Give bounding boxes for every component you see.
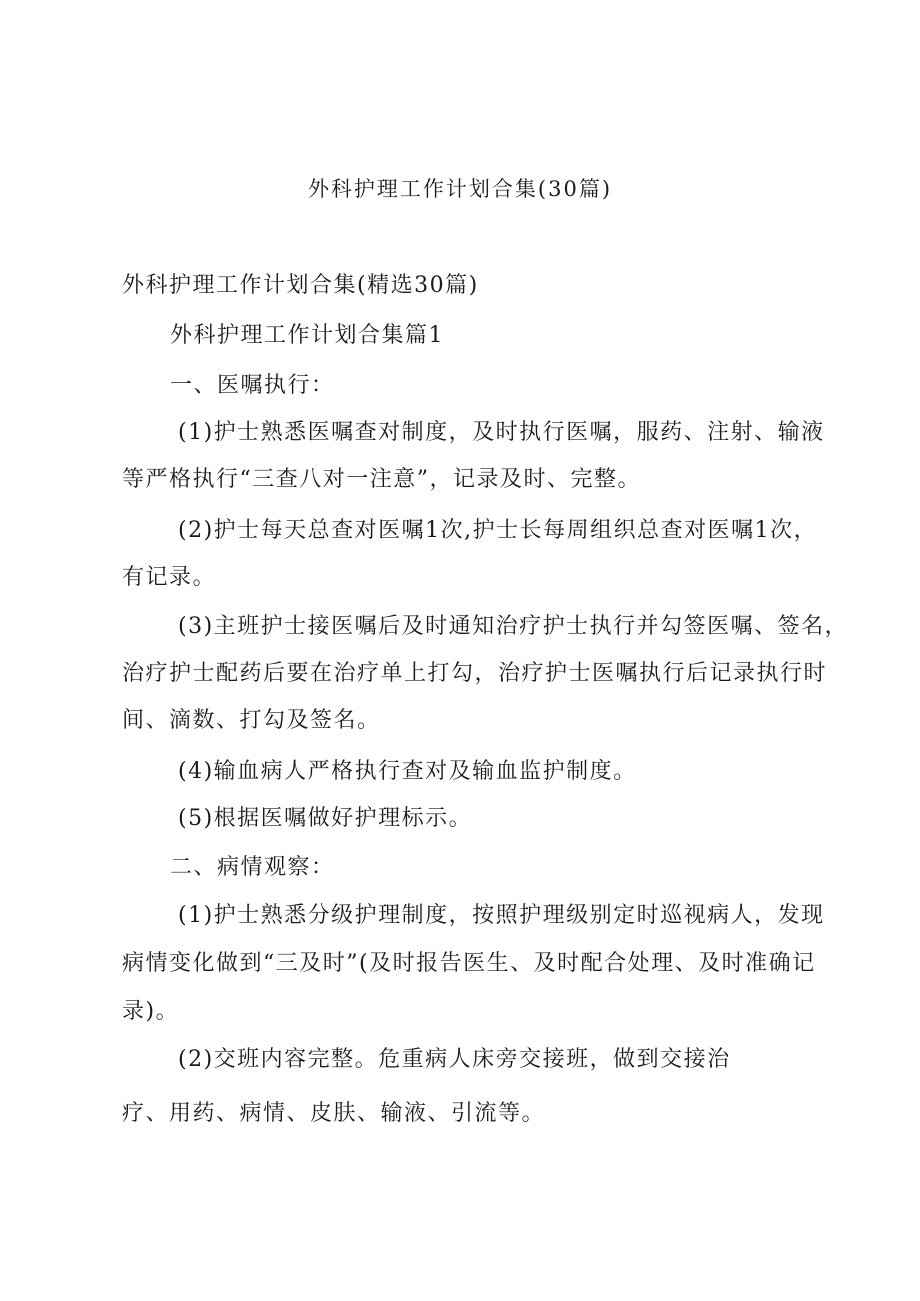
paragraph-line: 治疗护士配药后要在治疗单上打勾，治疗护士医嘱执行后记录执行时 — [122, 661, 828, 686]
section-heading: 外科护理工作计划合集篇1 — [170, 323, 444, 348]
part1-heading: 一、医嘱执行： — [170, 373, 335, 398]
paragraph-line: 录)。 — [122, 999, 180, 1024]
document-subtitle: 外科护理工作计划合集(精选30篇) — [122, 273, 479, 298]
paragraph-line: (2)交班内容完整。危重病人床旁交接班，做到交接治 — [178, 1047, 731, 1072]
paragraph-line: (1)护士熟悉医嘱查对制度，及时执行医嘱，服药、注射、输液 — [178, 420, 825, 445]
paragraph-line: 病情变化做到“三及时”(及时报告医生、及时配合处理、及时准确记 — [122, 951, 816, 976]
paragraph-line: (1)护士熟悉分级护理制度，按照护理级别定时巡视病人，发现 — [178, 903, 825, 928]
paragraph-line: 等严格执行“三查八对一注意”，记录及时、完整。 — [122, 467, 641, 492]
document-title: 外科护理工作计划合集(30篇) — [307, 177, 613, 201]
paragraph-line: (4)输血病人严格执行查对及输血监护制度。 — [178, 759, 637, 784]
paragraph-line: 间、滴数、打勾及签名。 — [122, 708, 381, 733]
paragraph-line: 有记录。 — [122, 565, 217, 590]
paragraph-line: (5)根据医嘱做好护理标示。 — [178, 806, 473, 831]
paragraph-line: (3)主班护士接医嘱后及时通知治疗护士执行并勾签医嘱、签名， — [178, 614, 849, 639]
paragraph-line: 疗、用药、病情、皮肤、输液、引流等。 — [122, 1101, 546, 1126]
part2-heading: 二、病情观察： — [170, 855, 335, 880]
paragraph-line: (2)护士每天总查对医嘱1次,护士长每周组织总查对医嘱1次， — [178, 518, 818, 543]
